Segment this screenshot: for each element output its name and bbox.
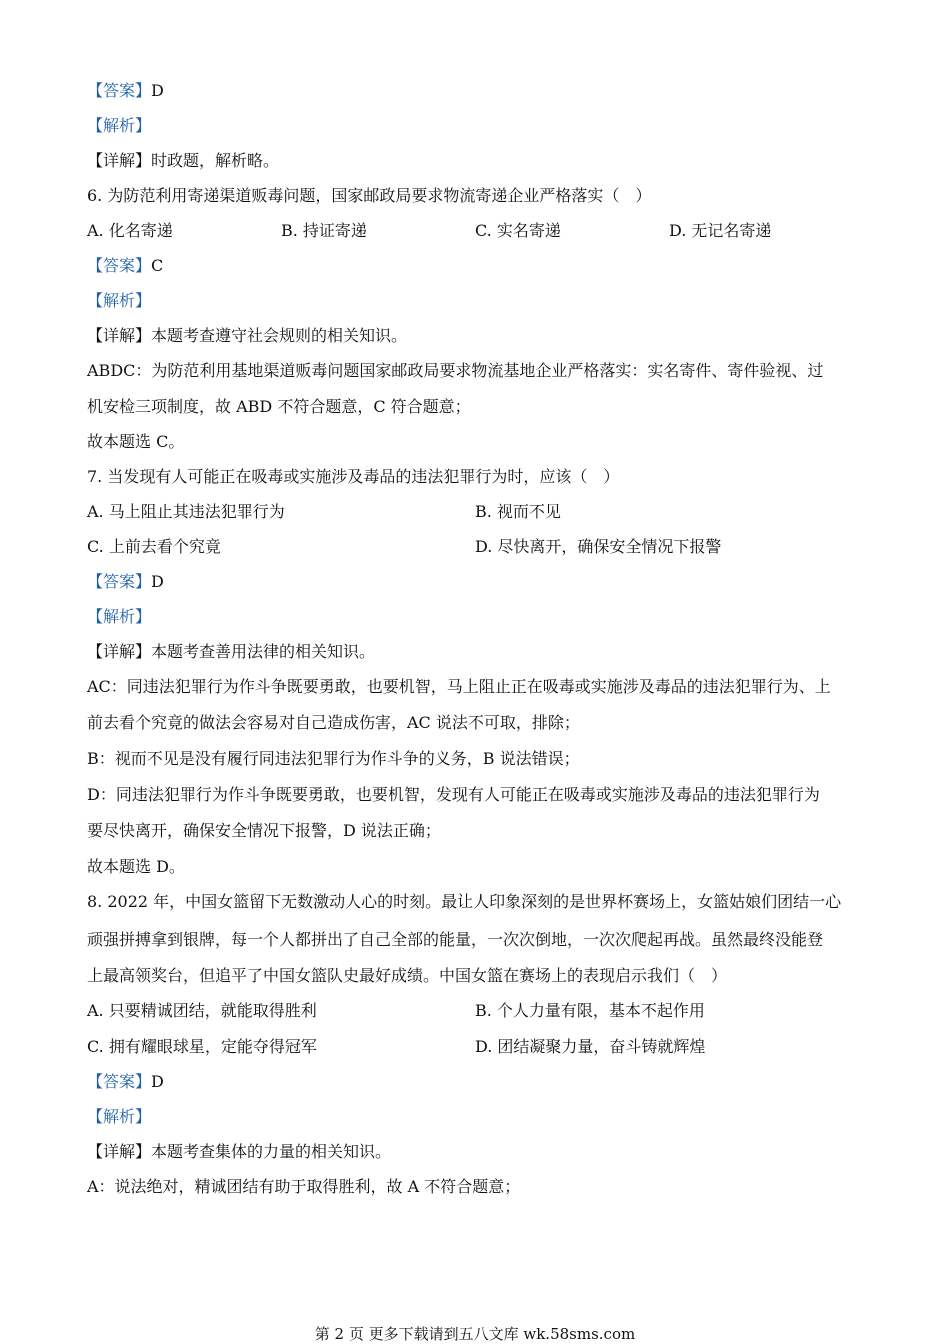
option-b: B. 视而不见 (475, 502, 561, 521)
explanation-line: ABDC：为防范利用基地渠道贩毒问题国家邮政局要求物流基地企业严格落实：实名寄件、寄件验视、过 (87, 361, 824, 380)
explanation-line: 故本题选 D。 (87, 857, 185, 876)
answer-line (87, 572, 870, 592)
question-8-line: 上最高领奖台，但追平了中国女篮队史最好成绩。中国女篮在赛场上的表现启示我们（ ） (87, 966, 728, 985)
option-a: A. 马上阻止其违法犯罪行为 (87, 502, 285, 521)
detail-line: 【详解】本题考查善用法律的相关知识。 (87, 642, 376, 661)
question-8-line: 顽强拼搏拿到银牌，每一个人都拼出了自己全部的能量，一次次倒地，一次次爬起再战。虽然最终没能登 (87, 930, 824, 949)
answer-value: D (151, 81, 164, 100)
detail-line: 【详解】时政题，解析略。 (87, 151, 280, 170)
explanation-line: B：视而不见是没有履行同违法犯罪行为作斗争的义务，B 说法错误； (87, 749, 580, 768)
explanation-line: A：说法绝对，精诚团结有助于取得胜利，故 A 不符合题意； (87, 1177, 521, 1196)
explanation-line: 要尽快离开，确保安全情况下报警，D 说法正确； (87, 821, 441, 840)
option-a: A. 化名寄递 (87, 221, 173, 240)
explanation-line: 前去看个究竟的做法会容易对自己造成伤害，AC 说法不可取，排除； (87, 713, 580, 732)
answer-tag: 【答案】 (87, 1072, 152, 1091)
option-c: C. 拥有耀眼球星，定能夺得冠军 (87, 1037, 317, 1056)
option-a: A. 只要精诚团结，就能取得胜利 (87, 1001, 317, 1020)
option-c: C. 上前去看个究竟 (87, 537, 221, 556)
answer-value: D (151, 1072, 164, 1091)
option-d: D. 团结凝聚力量，奋斗铸就辉煌 (475, 1037, 706, 1056)
answer-tag: 【答案】 (87, 81, 152, 100)
detail-line: 【详解】本题考查集体的力量的相关知识。 (87, 1142, 392, 1161)
option-d: D. 尽快离开，确保安全情况下报警 (475, 537, 722, 556)
analysis-tag: 【解析】 (87, 607, 152, 626)
page-footer: 第 2 页 更多下载请到五八文库 wk.58sms.com (314, 1325, 636, 1343)
answer-line (87, 256, 870, 276)
detail-line: 【详解】本题考查遵守社会规则的相关知识。 (87, 326, 408, 345)
option-c: C. 实名寄递 (475, 221, 561, 240)
question-8-line: 8. 2022 年，中国女篮留下无数激动人心的时刻。最让人印象深刻的是世界杯赛场上，女篮姑娘们团结一心 (87, 892, 842, 911)
question-7: 7. 当发现有人可能正在吸毒或实施涉及毒品的违法犯罪行为时，应该（ ） (87, 467, 620, 486)
answer-tag: 【答案】 (87, 572, 152, 591)
answer-line (87, 81, 870, 101)
explanation-line: D：同违法犯罪行为作斗争既要勇敢，也要机智，发现有人可能正在吸毒或实施涉及毒品的违法犯罪行为 (87, 785, 820, 804)
explanation-line: 故本题选 C。 (87, 432, 185, 451)
analysis-tag: 【解析】 (87, 291, 152, 310)
option-b: B. 个人力量有限，基本不起作用 (475, 1001, 705, 1020)
answer-line (87, 1072, 870, 1092)
answer-tag: 【答案】 (87, 256, 152, 275)
option-b: B. 持证寄递 (281, 221, 367, 240)
answer-value: C (151, 256, 164, 275)
answer-value: D (151, 572, 164, 591)
explanation-line: 机安检三项制度，故 ABD 不符合题意，C 符合题意； (87, 397, 471, 416)
analysis-tag: 【解析】 (87, 1107, 152, 1126)
explanation-line: AC：同违法犯罪行为作斗争既要勇敢，也要机智，马上阻止正在吸毒或实施涉及毒品的违法犯罪行为、上 (87, 677, 831, 696)
analysis-tag: 【解析】 (87, 116, 152, 135)
question-6: 6. 为防范利用寄递渠道贩毒问题，国家邮政局要求物流寄递企业严格落实（ ） (87, 186, 652, 205)
option-d: D. 无记名寄递 (669, 221, 772, 240)
